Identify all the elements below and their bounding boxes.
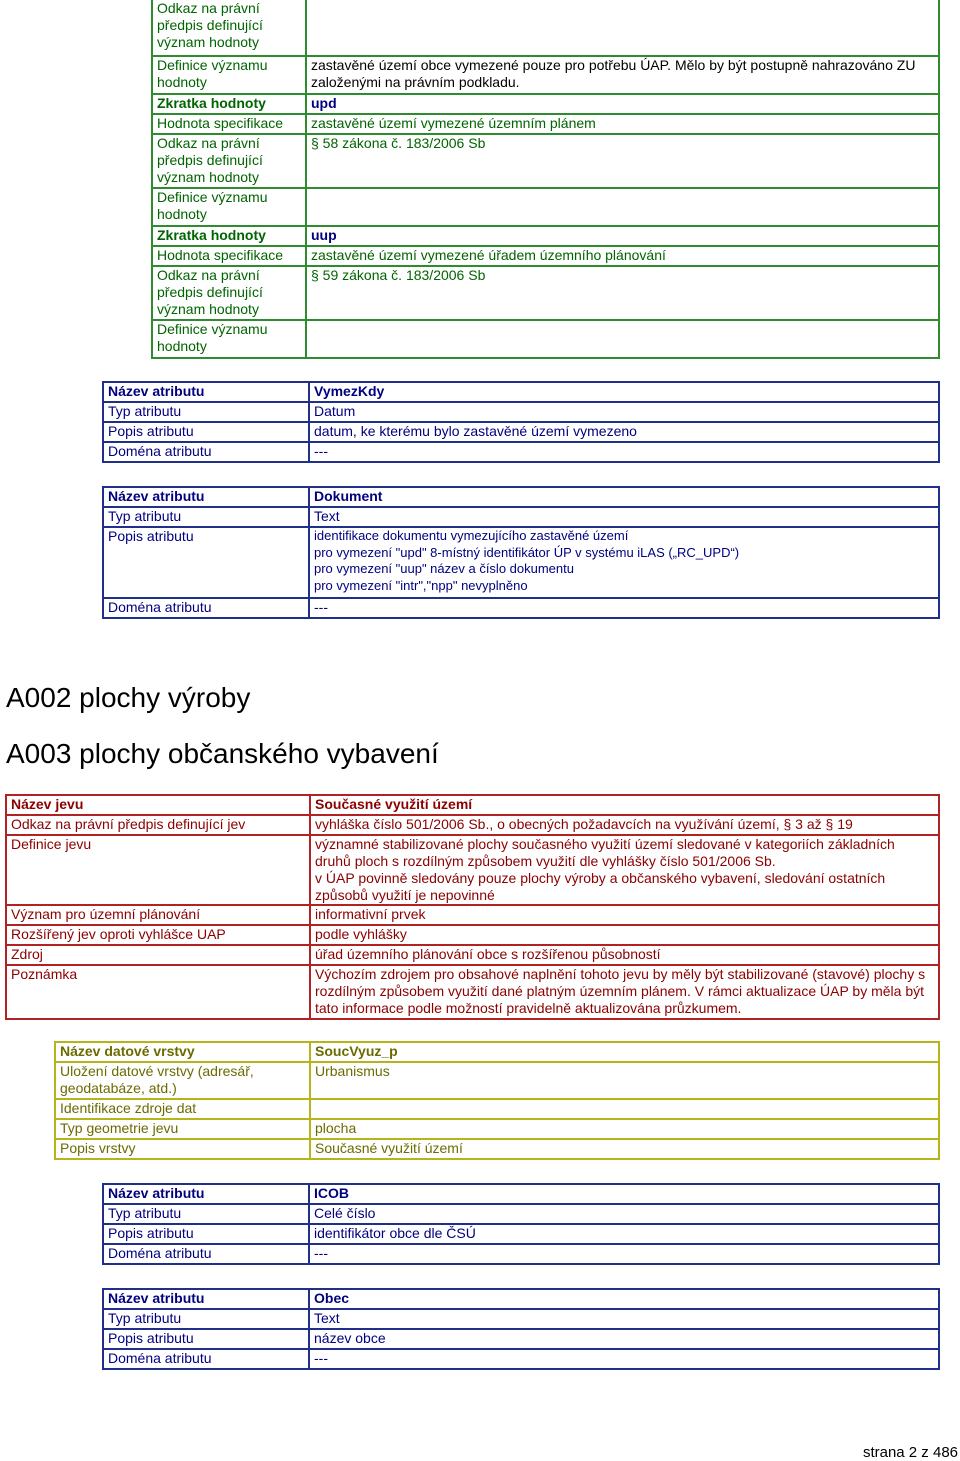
attr-domain: ---: [309, 598, 939, 618]
page-number: strana 2 z 486: [862, 1444, 958, 1461]
layer-name-label: Název datové vrstvy: [55, 1042, 310, 1062]
attr-desc-label: Popis atributu: [103, 527, 309, 598]
phenomenon-table: [5, 794, 940, 1020]
jev-def-label: Definice jevu: [6, 835, 310, 905]
table-cell-label: Odkaz na právní předpis definující význam hodnoty: [152, 134, 306, 188]
attr-type: Text: [309, 1309, 939, 1329]
attr-name-label: Název atributu: [103, 1184, 309, 1204]
value-spec-table: [151, 0, 940, 359]
attr-type: Datum: [309, 402, 939, 422]
jev-law: vyhláška číslo 501/2006 Sb., o obecných požadavcích na využívání území, § 3 až § 19: [310, 815, 939, 835]
table-cell-label: Zkratka hodnoty: [152, 94, 306, 114]
attribute-table-icob: [102, 1183, 940, 1265]
jev-ext-label: Rozšířený jev oproti vyhlášce UAP: [6, 925, 310, 945]
table-cell-value: zastavěné území vymezené úřadem územního plánování: [306, 246, 939, 266]
data-layer-table: [54, 1041, 940, 1160]
layer-storage: Urbanismus: [310, 1062, 939, 1099]
layer-geom: plocha: [310, 1119, 939, 1139]
attr-type-label: Typ atributu: [103, 507, 309, 527]
layer-name: SoucVyuz_p: [310, 1042, 939, 1062]
attr-desc-line: identifikace dokumentu vymezujícího zastavěné území: [314, 528, 629, 543]
table-cell-label: Definice významu hodnoty: [152, 320, 306, 358]
jev-name: Současné využití území: [310, 795, 939, 815]
jev-note: Výchozím zdrojem pro obsahové naplnění tohoto jevu by měly být stabilizované (stavové) plochy s rozdílným způsobem využití dané platným územním plánem. V rámci aktualizace ÚAP by měla být tato informace podle možností pravidelně aktualizována průzkumem.: [310, 965, 939, 1019]
attr-name: Obec: [309, 1289, 939, 1309]
attribute-table-obec: [102, 1288, 940, 1370]
jev-name-label: Název jevu: [6, 795, 310, 815]
attribute-table-vymezkdy: [102, 381, 940, 463]
jev-def-line: významné stabilizované plochy současného využití území sledované v kategoriích základních druhů ploch s rozdílným způsobem využití dle vyhlášky číslo 501/2006 Sb.: [315, 836, 895, 869]
layer-src-label: Identifikace zdroje dat: [55, 1099, 310, 1119]
attr-name-label: Název atributu: [103, 382, 309, 402]
jev-law-label: Odkaz na právní předpis definující jev: [6, 815, 310, 835]
attr-desc-line: pro vymezení "uup" název a číslo dokumentu: [314, 561, 574, 576]
attr-type-label: Typ atributu: [103, 1309, 309, 1329]
table-cell-value: uup: [306, 226, 939, 246]
table-cell-label: Odkaz na právní předpis definující význam hodnoty: [152, 266, 306, 320]
table-cell-label: Odkaz na právní předpis definující význam hodnoty: [152, 0, 306, 56]
attr-domain: ---: [309, 1244, 939, 1264]
layer-desc-label: Popis vrstvy: [55, 1139, 310, 1159]
attr-domain-label: Doména atributu: [103, 1349, 309, 1369]
attr-domain-label: Doména atributu: [103, 442, 309, 462]
attr-type-label: Typ atributu: [103, 1204, 309, 1224]
layer-src: [310, 1099, 939, 1119]
table-cell-value: § 59 zákona č. 183/2006 Sb: [306, 266, 939, 320]
table-cell-label: Hodnota specifikace: [152, 246, 306, 266]
attr-type: Celé číslo: [309, 1204, 939, 1224]
attr-name-label: Název atributu: [103, 1289, 309, 1309]
table-cell-label: Zkratka hodnoty: [152, 226, 306, 246]
table-cell-label: Definice významu hodnoty: [152, 56, 306, 94]
attr-domain: ---: [309, 442, 939, 462]
layer-geom-label: Typ geometrie jevu: [55, 1119, 310, 1139]
table-cell-value: § 58 zákona č. 183/2006 Sb: [306, 134, 939, 188]
attr-desc-label: Popis atributu: [103, 422, 309, 442]
heading-a003: A003 plochy občanského vybavení: [6, 738, 439, 769]
attr-name: ICOB: [309, 1184, 939, 1204]
attr-domain-label: Doména atributu: [103, 598, 309, 618]
attr-desc: identifikátor obce dle ČSÚ: [309, 1224, 939, 1244]
table-cell-value: zastavěné území vymezené územním plánem: [306, 114, 939, 134]
jev-ext: podle vyhlášky: [310, 925, 939, 945]
attr-type: Text: [309, 507, 939, 527]
attr-type-label: Typ atributu: [103, 402, 309, 422]
attr-name: VymezKdy: [309, 382, 939, 402]
attr-name-label: Název atributu: [103, 487, 309, 507]
attr-desc: název obce: [309, 1329, 939, 1349]
attr-desc: [309, 527, 939, 598]
attr-desc: datum, ke kterému bylo zastavěné území vymezeno: [309, 422, 939, 442]
attr-domain-label: Doména atributu: [103, 1244, 309, 1264]
jev-note-label: Poznámka: [6, 965, 310, 1019]
attr-desc-label: Popis atributu: [103, 1224, 309, 1244]
attr-name: Dokument: [309, 487, 939, 507]
layer-desc: Současné využití území: [310, 1139, 939, 1159]
layer-storage-label: Uložení datové vrstvy (adresář, geodatabáze, atd.): [55, 1062, 310, 1099]
attr-desc-line: pro vymezení "intr","npp" nevyplněno: [314, 577, 528, 593]
jev-meaning-label: Význam pro územní plánování: [6, 905, 310, 925]
table-cell-value: upd: [306, 94, 939, 114]
table-cell-value: [306, 188, 939, 226]
jev-source-label: Zdroj: [6, 945, 310, 965]
table-cell-value: [306, 320, 939, 358]
attr-domain: ---: [309, 1349, 939, 1369]
attr-desc-label: Popis atributu: [103, 1329, 309, 1349]
table-cell-label: Hodnota specifikace: [152, 114, 306, 134]
attribute-table-dokument: [102, 486, 940, 619]
jev-def-line: v ÚAP povinně sledovány pouze plochy výroby a občanského vybavení, sledování ostatních způsobů využití je nepovinné: [315, 870, 886, 903]
heading-a002: A002 plochy výroby: [6, 682, 251, 713]
attr-desc-line: pro vymezení "upd" 8-místný identifikátor ÚP v systému iLAS („RC_UPD“): [314, 544, 740, 560]
jev-source: úřad územního plánování obce s rozšířenou působností: [310, 945, 939, 965]
jev-def: [310, 835, 939, 905]
table-cell-value: zastavěné území obce vymezené pouze pro potřebu ÚAP. Mělo by být postupně nahrazováno ZU založenými na právním podkladu.: [306, 56, 939, 94]
table-cell-label: Definice významu hodnoty: [152, 188, 306, 226]
table-cell-value: [306, 0, 939, 56]
jev-meaning: informativní prvek: [310, 905, 939, 925]
